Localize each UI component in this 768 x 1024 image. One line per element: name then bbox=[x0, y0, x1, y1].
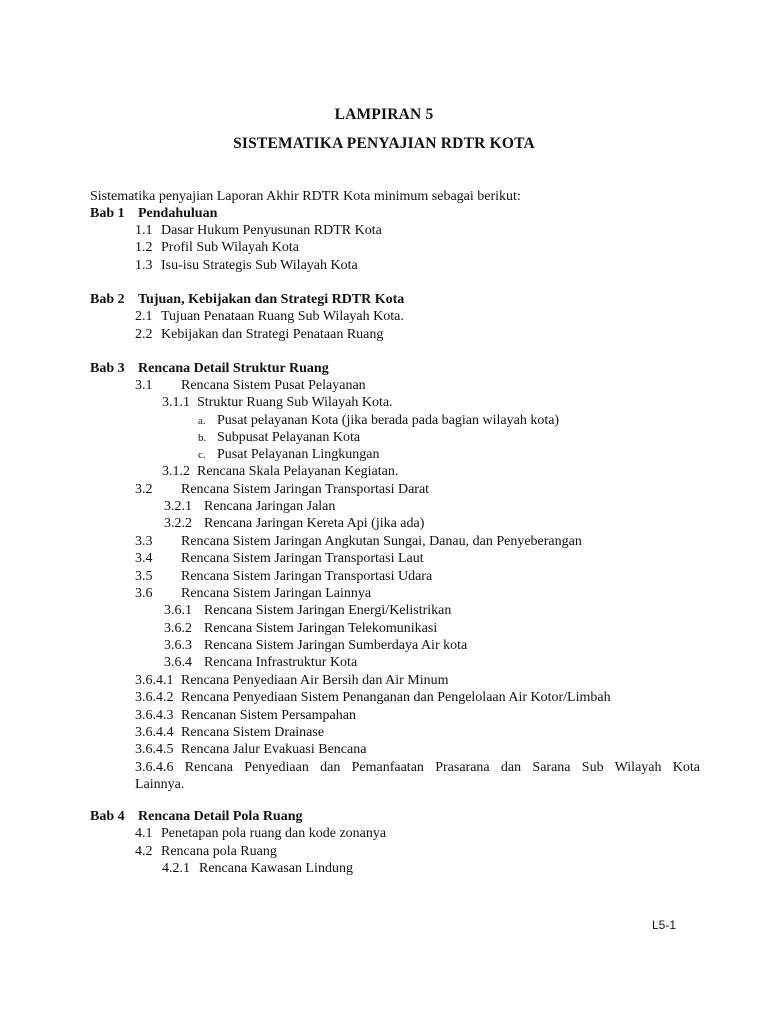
list-item bbox=[135, 689, 611, 706]
list-item bbox=[135, 222, 382, 239]
list-item bbox=[135, 533, 582, 550]
chapter-heading bbox=[90, 808, 303, 825]
list-item bbox=[135, 308, 404, 325]
document-subtitle: SISTEMATIKA PENYAJIAN RDTR KOTA bbox=[233, 135, 535, 152]
list-item bbox=[135, 843, 277, 860]
item-text: Isu-isu Strategis Sub Wilayah Kota bbox=[161, 258, 358, 273]
item-text: Rencana Sistem Jaringan Energi/Kelistrikan bbox=[204, 603, 452, 618]
list-item bbox=[198, 412, 559, 429]
item-number: 2.1 bbox=[135, 309, 153, 324]
list-item bbox=[164, 515, 424, 532]
item-letter: c. bbox=[198, 449, 206, 461]
chapter-number: Bab 3 bbox=[90, 361, 125, 376]
item-number: 3.6.3 bbox=[164, 638, 192, 653]
item-number: 3.6 bbox=[135, 586, 153, 601]
item-number: 3.6.4.4 bbox=[135, 725, 174, 740]
list-item bbox=[135, 672, 449, 689]
item-number: 3.5 bbox=[135, 569, 153, 584]
item-number: 3.1.2 bbox=[162, 464, 190, 479]
item-letter: a. bbox=[198, 415, 206, 427]
item-number: 4.1 bbox=[135, 826, 153, 841]
item-number: 3.6.4.5 bbox=[135, 742, 174, 757]
item-text: Rencana Sistem Jaringan Angkutan Sungai, Danau, dan Penyeberangan bbox=[181, 534, 582, 549]
item-number: 3.6.4.6 bbox=[135, 760, 174, 775]
list-item bbox=[164, 602, 451, 619]
chapter-heading bbox=[90, 360, 329, 377]
item-number: 3.2 bbox=[135, 482, 153, 497]
item-number: 3.3 bbox=[135, 534, 153, 549]
list-item bbox=[162, 860, 353, 877]
item-text: Subpusat Pelayanan Kota bbox=[217, 430, 361, 445]
list-item bbox=[198, 429, 360, 446]
item-text: Rencana Sistem Jaringan Transportasi Udara bbox=[181, 569, 433, 584]
item-number: 3.6.4 bbox=[164, 655, 192, 670]
document-title: LAMPIRAN 5 bbox=[334, 106, 434, 123]
list-item bbox=[135, 550, 424, 567]
chapter-heading bbox=[90, 205, 217, 222]
chapter-number: Bab 4 bbox=[90, 809, 125, 824]
list-item bbox=[135, 585, 371, 602]
list-item bbox=[135, 759, 700, 776]
item-text: Rencana Penyediaan Air Bersih dan Air Minum bbox=[181, 673, 449, 688]
chapter-title: Rencana Detail Struktur Ruang bbox=[138, 361, 329, 376]
item-text: Rencana Sistem Jaringan Transportasi Laut bbox=[181, 551, 424, 566]
item-number: 3.1 bbox=[135, 378, 153, 393]
item-number: 4.2 bbox=[135, 844, 153, 859]
item-text: Rencana Penyediaan Sistem Penanganan dan Pengelolaan Air Kotor/Limbah bbox=[181, 690, 611, 705]
item-letter: b. bbox=[198, 432, 207, 444]
list-item bbox=[135, 724, 324, 741]
item-text: Rencana Sistem Jaringan Telekomunikasi bbox=[204, 621, 438, 636]
list-item bbox=[164, 637, 467, 654]
item-text: Rencana Skala Pelayanan Kegiatan. bbox=[197, 464, 399, 479]
list-item bbox=[162, 463, 398, 480]
item-number: 3.6.2 bbox=[164, 621, 192, 636]
list-item bbox=[135, 707, 356, 724]
item-text: Rencana Sistem Jaringan Sumberdaya Air kota bbox=[204, 638, 468, 653]
item-text: Profil Sub Wilayah Kota bbox=[161, 240, 299, 255]
item-number: 3.6.1 bbox=[164, 603, 192, 618]
item-text: Dasar Hukum Penyusunan RDTR Kota bbox=[161, 223, 382, 238]
item-text: Pusat pelayanan Kota (jika berada pada bagian wilayah kota) bbox=[217, 413, 560, 428]
item-number: 3.6.4.1 bbox=[135, 673, 174, 688]
item-number: 1.1 bbox=[135, 223, 153, 238]
list-item bbox=[162, 394, 393, 411]
item-text: Rencanan Sistem Persampahan bbox=[181, 708, 356, 723]
item-text: Rencana Jalur Evakuasi Bencana bbox=[181, 742, 367, 757]
page-number: L5-1 bbox=[652, 918, 677, 932]
item-text: Penetapan pola ruang dan kode zonanya bbox=[161, 826, 387, 841]
chapter-number: Bab 2 bbox=[90, 292, 125, 307]
item-text: Rencana Infrastruktur Kota bbox=[204, 655, 358, 670]
list-item bbox=[135, 481, 429, 498]
item-number: 4.2.1 bbox=[162, 861, 190, 876]
list-item bbox=[135, 239, 299, 256]
item-text: Rencana Sistem Pusat Pelayanan bbox=[181, 378, 366, 393]
item-text: Rencana Kawasan Lindung bbox=[199, 861, 353, 876]
list-item bbox=[135, 326, 383, 343]
item-text: Lainnya. bbox=[135, 777, 185, 792]
list-item bbox=[164, 620, 437, 637]
intro-text: Sistematika penyajian Laporan Akhir RDTR Kota minimum sebagai berikut: bbox=[90, 189, 521, 204]
item-number: 1.2 bbox=[135, 240, 153, 255]
list-item bbox=[135, 825, 386, 842]
list-item bbox=[164, 498, 335, 515]
chapter-title: Rencana Detail Pola Ruang bbox=[138, 809, 303, 824]
list-item bbox=[135, 257, 358, 274]
item-text: Rencana Jaringan Kereta Api (jika ada) bbox=[204, 516, 425, 531]
item-text: Rencana Sistem Jaringan Transportasi Darat bbox=[181, 482, 430, 497]
list-item bbox=[135, 377, 366, 394]
list-item bbox=[164, 654, 357, 671]
chapter-heading bbox=[90, 291, 404, 308]
item-number: 3.6.4.3 bbox=[135, 708, 174, 723]
item-text: Rencana Sistem Drainase bbox=[181, 725, 325, 740]
list-item bbox=[198, 446, 380, 463]
item-number: 1.3 bbox=[135, 258, 153, 273]
chapter-title: Tujuan, Kebijakan dan Strategi RDTR Kota bbox=[138, 292, 405, 307]
item-number: 3.2.2 bbox=[164, 516, 192, 531]
item-number: 3.2.1 bbox=[164, 499, 192, 514]
chapter-title: Pendahuluan bbox=[138, 206, 218, 221]
item-text: Rencana Penyediaan dan Pemanfaatan Prasarana dan Sarana Sub Wilayah Kota bbox=[184, 760, 701, 775]
item-number: 3.1.1 bbox=[162, 395, 190, 410]
item-text: Rencana Jaringan Jalan bbox=[204, 499, 336, 514]
item-number: 3.6.4.2 bbox=[135, 690, 174, 705]
item-text: Kebijakan dan Strategi Penataan Ruang bbox=[161, 327, 384, 342]
item-number: 3.4 bbox=[135, 551, 153, 566]
item-text: Struktur Ruang Sub Wilayah Kota. bbox=[197, 395, 393, 410]
chapter-number: Bab 1 bbox=[90, 206, 125, 221]
item-text: Rencana Sistem Jaringan Lainnya bbox=[181, 586, 372, 601]
item-text: Tujuan Penataan Ruang Sub Wilayah Kota. bbox=[161, 309, 404, 324]
list-item-continuation bbox=[135, 776, 184, 793]
list-item bbox=[135, 741, 366, 758]
list-item bbox=[135, 568, 432, 585]
item-text: Rencana pola Ruang bbox=[161, 844, 277, 859]
item-number: 2.2 bbox=[135, 327, 153, 342]
item-text: Pusat Pelayanan Lingkungan bbox=[217, 447, 380, 462]
